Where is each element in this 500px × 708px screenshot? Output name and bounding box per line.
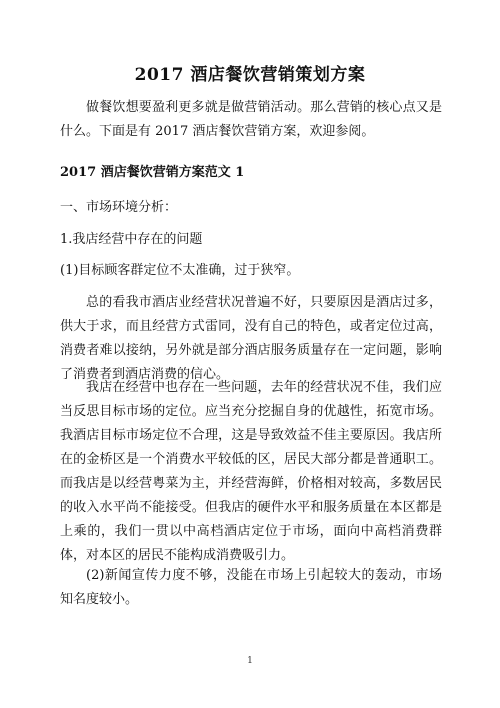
body-paragraph-1: 总的看我市酒店业经营状况普遍不好，只要原因是酒店过多，供大于求，而且经营方式雷同，没有自己的特色，或者定位过高，消费者难以接纳，另外就是部分酒店服务质量存在一定问题，影响了消费者到酒店消费的信心。	[60, 295, 442, 382]
section-title: 2017 酒店餐饮营销方案范文 1	[60, 165, 245, 180]
point-two: (2)新闻宣传力度不够，没能在市场上引起较大的轰动，市场知名度较小。	[60, 568, 442, 607]
market-analysis-heading: 一、市场环境分析：	[60, 200, 178, 215]
page-number: 1	[247, 656, 253, 666]
point-one: (1)目标顾客群定位不太准确，过于狭窄。	[60, 263, 300, 278]
intro-paragraph: 做餐饮想要盈利更多就是做营销活动。那么营销的核心点又是什么。下面是有 2017 酒店餐饮营销方案，欢迎参阅。	[60, 100, 442, 139]
problems-heading: 1.我店经营中存在的问题	[60, 232, 203, 247]
document-title: 2017 酒店餐饮营销策划方案	[134, 65, 366, 85]
body-paragraph-2: 我店在经营中也存在一些问题，去年的经营状况不佳，我们应当反思目标市场的定位。应当充分挖掘自身的优越性，拓宽市场。我酒店目标市场定位不合理，这是导致效益不佳主要原因。我店所在的金桥区是一个消费水平较低的区，居民大部分都是普通职工。而我店是以经营粤菜为主，并经营海鲜，价格相对较高，多数居民的收入水平尚不能接受。但我店的硬件水平和服务质量在本区都是上乘的，我们一贯以中高档酒店定位于市场，面向中高档消费群体，对本区的居民不能构成消费吸引力。	[60, 380, 442, 563]
